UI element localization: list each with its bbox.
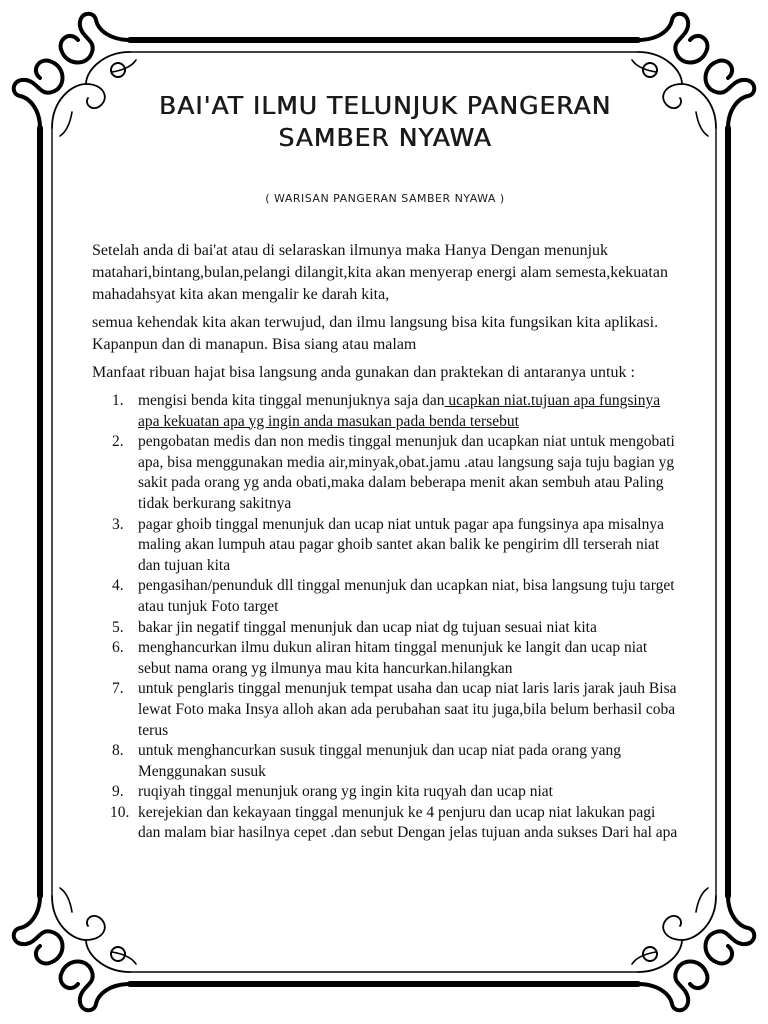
list-number: 7. [112,680,124,698]
list-text: bakar jin negatif tinggal menunjuk dan ucap niat dg tujuan sesuai niat kita [138,618,597,636]
list-item [112,618,678,639]
list-text: kerejekian dan kekayaan tinggal menunjuk ke 4 penjuru dan ucap niat lakukan pagi dan malam biar hasilnya cepet .dan sebut Dengan jelas tujuan anda sukses Dari hal apa [138,803,678,842]
benefits-list [92,391,678,844]
list-text: untuk penglaris tinggal menunjuk tempat usaha dan ucap niat laris laris jarak jauh Bisa lewat Foto maka Insya alloh akan ada perubahan saat itu juga,bila belum berhasil coba terus [138,680,677,739]
list-text-underlined: ucapkan niat.tujuan apa fungsinya apa kekuatan apa yg ingin anda masukan pada benda tersebut [138,392,661,430]
list-item [112,391,678,432]
subtitle: ( WARISAN PANGERAN SAMBER NYAWA ) [265,192,505,205]
list-item [112,576,678,617]
paragraph-third: Manfaat ribuan hajat bisa langsung anda gunakan dan praktekan di antaranya untuk : [92,364,635,381]
list-number: 8. [112,742,124,760]
paragraph-intro: Setelah anda di bai'at atau di selaraskan ilmunya maka Hanya Dengan menunjuk matahari,bintang,bulan,pelangi dilangit,kita akan menyerap energi alam semesta,kekuatan mahadahsyat kita akan mengalir ke darah kita, [92,242,668,303]
list-text: pengasihan/penunduk dll tinggal menunjuk dan ucapkan niat, bisa langsung tuju target atau tunjuk Foto target [138,577,675,615]
list-item [112,782,678,803]
list-item [112,638,678,679]
list-text: untuk menghancurkan susuk tinggal menunjuk dan ucap niat pada orang yang Menggunakan susuk [138,742,621,780]
list-number: 9. [112,783,124,801]
list-text: pengobatan medis dan non medis tinggal menunjuk dan ucapkan niat untuk mengobati apa, bisa menggunakan media air,minyak,obat.jamu .atau langsung saja tuju bagian yg sakit pada orang yg anda obati,maka dalam beberapa menit akan sembuh atau Paling tidak berkurang sakitnya [138,433,675,512]
list-item [112,515,678,577]
paragraph-second: semua kehendak kita akan terwujud, dan ilmu langsung bisa kita fungsikan kita aplikasi. Kapanpun dan di manapun. Bisa siang atau malam [92,314,659,353]
list-item [112,741,678,782]
list-number: 3. [112,515,124,533]
title-line-2: SAMBER NYAWA [278,123,492,152]
list-item [110,803,678,844]
list-number: 5. [112,618,124,636]
title-line-1: BAI'AT ILMU TELUNJUK PANGERAN [158,91,612,120]
list-text: menghancurkan ilmu dukun aliran hitam tinggal menunjuk ke langit dan ucap niat sebut nama orang yg ilmunya mau kita hancurkan.hilangkan [138,639,648,677]
page-title [92,90,678,154]
list-number: 6. [112,639,124,657]
document-body [92,90,678,844]
list-number: 1. [112,392,124,409]
list-text: pagar ghoib tinggal menunjuk dan ucap niat untuk pagar apa fungsinya apa misalnya maling akan lumpuh atau pagar ghoib santet akan balik ke pengirim dll terserah niat dan tujuan kita [138,515,664,574]
list-number: 2. [112,433,124,451]
list-item [112,679,678,741]
list-item [112,432,678,514]
list-number: 4. [112,577,124,595]
list-number: 10. [110,803,130,821]
list-text: mengisi benda kita tinggal menunjuknya saja dan [138,392,445,409]
list-text: ruqiyah tinggal menunjuk orang yg ingin kita ruqyah dan ucap niat [138,783,553,801]
